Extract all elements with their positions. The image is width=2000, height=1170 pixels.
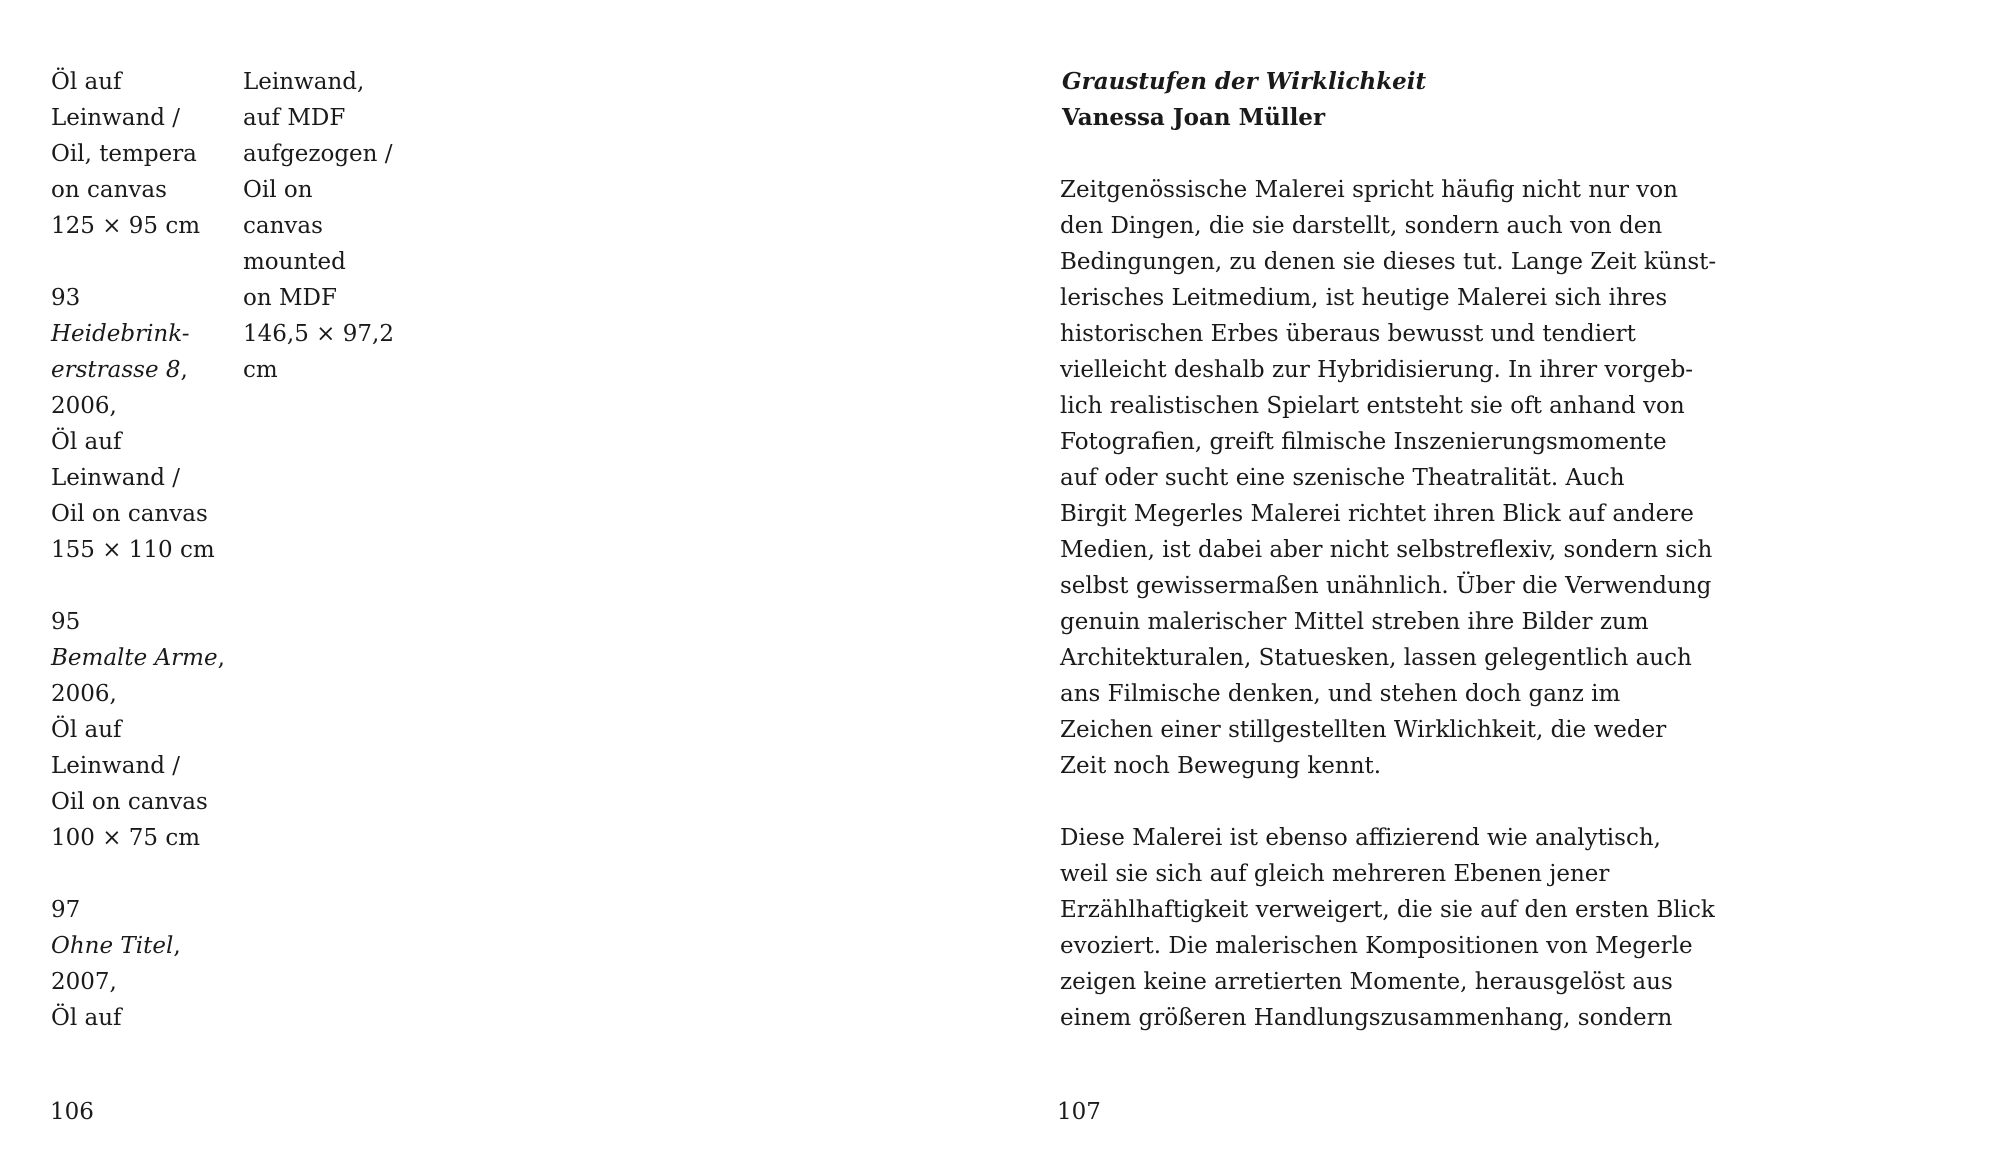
caption-line: 2007, (51, 969, 117, 995)
title-punctuation: , (180, 357, 188, 383)
title-punctuation: , (173, 933, 181, 959)
caption-line: auf MDF (243, 105, 346, 131)
caption-line: Leinwand, (243, 69, 365, 95)
essay-heading (1062, 64, 1426, 136)
caption-line: 2006, (51, 681, 117, 707)
caption-line: on MDF (243, 285, 337, 311)
caption-column-1 (51, 64, 225, 1036)
caption-line: 125 × 95 cm (51, 213, 201, 239)
essay-title: Graustufen der Wirklichkeit (1062, 68, 1427, 95)
caption-line: 97 (51, 897, 81, 923)
caption-line: Leinwand / (51, 105, 181, 131)
body-line: Architekturalen, Statuesken, lassen gelegentlich auch (1060, 645, 1692, 671)
body-line: Diese Malerei ist ebenso affizierend wie analytisch, (1060, 825, 1661, 851)
body-line: Bedingungen, zu denen sie dieses tut. Lange Zeit künst- (1060, 249, 1717, 275)
body-line: den Dingen, die sie darstellt, sondern auch von den (1060, 213, 1663, 239)
artwork-title: Bemalte Arme (51, 645, 218, 671)
artwork-title: Heidebrink- (51, 321, 190, 347)
caption-line: 2006, (51, 393, 117, 419)
body-line: lich realistischen Spielart entsteht sie oft anhand von (1060, 393, 1685, 419)
body-line: auf oder sucht eine szenische Theatralität. Auch (1060, 465, 1625, 491)
caption-line: Leinwand / (51, 753, 181, 779)
body-line: Zeichen einer stillgestellten Wirklichkeit, die weder (1060, 717, 1667, 743)
caption-line: on canvas (51, 177, 167, 203)
caption-line: 100 × 75 cm (51, 825, 201, 851)
caption-line: Öl auf (51, 429, 122, 455)
body-line: Medien, ist dabei aber nicht selbstreflexiv, sondern sich (1060, 537, 1713, 563)
blank-line (51, 568, 225, 604)
paragraph-gap (1060, 784, 1716, 820)
body-line: evoziert. Die malerischen Kompositionen von Megerle (1060, 933, 1693, 959)
caption-line: Oil on (243, 177, 313, 203)
artwork-title-line (51, 928, 225, 964)
body-line: vielleicht deshalb zur Hybridisierung. In ihrer vorgeb- (1060, 357, 1694, 383)
title-punctuation: , (217, 645, 225, 671)
body-line: historischen Erbes überaus bewusst und tendiert (1060, 321, 1636, 347)
body-line: einem größeren Handlungszusammenhang, sondern (1060, 1005, 1673, 1031)
caption-line: mounted (243, 249, 346, 275)
body-line: selbst gewissermaßen unähnlich. Über die Verwendung (1060, 573, 1712, 599)
artwork-title: Ohne Titel (51, 933, 174, 959)
caption-line: Leinwand / (51, 465, 181, 491)
blank-line (51, 244, 225, 280)
body-line: Zeit noch Bewegung kennt. (1060, 753, 1382, 779)
body-line: weil sie sich auf gleich mehreren Ebenen jener (1060, 861, 1610, 887)
body-line: Birgit Megerles Malerei richtet ihren Blick auf andere (1060, 501, 1694, 527)
caption-line: 95 (51, 609, 81, 635)
right-page (1000, 0, 2000, 1170)
page-number-left: 106 (50, 1099, 94, 1125)
page-number-right: 107 (1057, 1099, 1101, 1125)
artwork-title: erstrasse 8 (51, 357, 181, 383)
blank-line (51, 856, 225, 892)
caption-line: Öl auf (51, 717, 122, 743)
caption-line: canvas (243, 213, 323, 239)
body-line: Zeitgenössische Malerei spricht häufig nicht nur von (1060, 177, 1678, 203)
caption-column-2 (243, 64, 394, 388)
body-line: Erzählhaftigkeit verweigert, die sie auf den ersten Blick (1060, 897, 1715, 923)
caption-line: Öl auf (51, 1005, 122, 1031)
caption-line: 93 (51, 285, 81, 311)
body-line: zeigen keine arretierten Momente, herausgelöst aus (1060, 969, 1673, 995)
caption-line: Oil on canvas (51, 501, 208, 527)
body-line: lerisches Leitmedium, ist heutige Malerei sich ihres (1060, 285, 1668, 311)
paragraph (1060, 820, 1716, 1036)
caption-line: Oil, tempera (51, 141, 197, 167)
caption-line: aufgezogen / (243, 141, 393, 167)
caption-line: 155 × 110 cm (51, 537, 215, 563)
body-line: Fotografien, greift filmische Inszenierungsmomente (1060, 429, 1667, 455)
paragraph (1060, 172, 1716, 784)
caption-line: Öl auf (51, 69, 122, 95)
body-line: genuin malerischer Mittel streben ihre Bilder zum (1060, 609, 1649, 635)
body-line: ans Filmische denken, und stehen doch ganz im (1060, 681, 1621, 707)
caption-line: Oil on canvas (51, 789, 208, 815)
artwork-title-line (51, 640, 225, 676)
artwork-title-line (51, 352, 225, 388)
caption-line: cm (243, 357, 278, 383)
essay-author: Vanessa Joan Müller (1062, 104, 1326, 131)
caption-line: 146,5 × 97,2 (243, 321, 394, 347)
essay-body (1060, 172, 1716, 1036)
